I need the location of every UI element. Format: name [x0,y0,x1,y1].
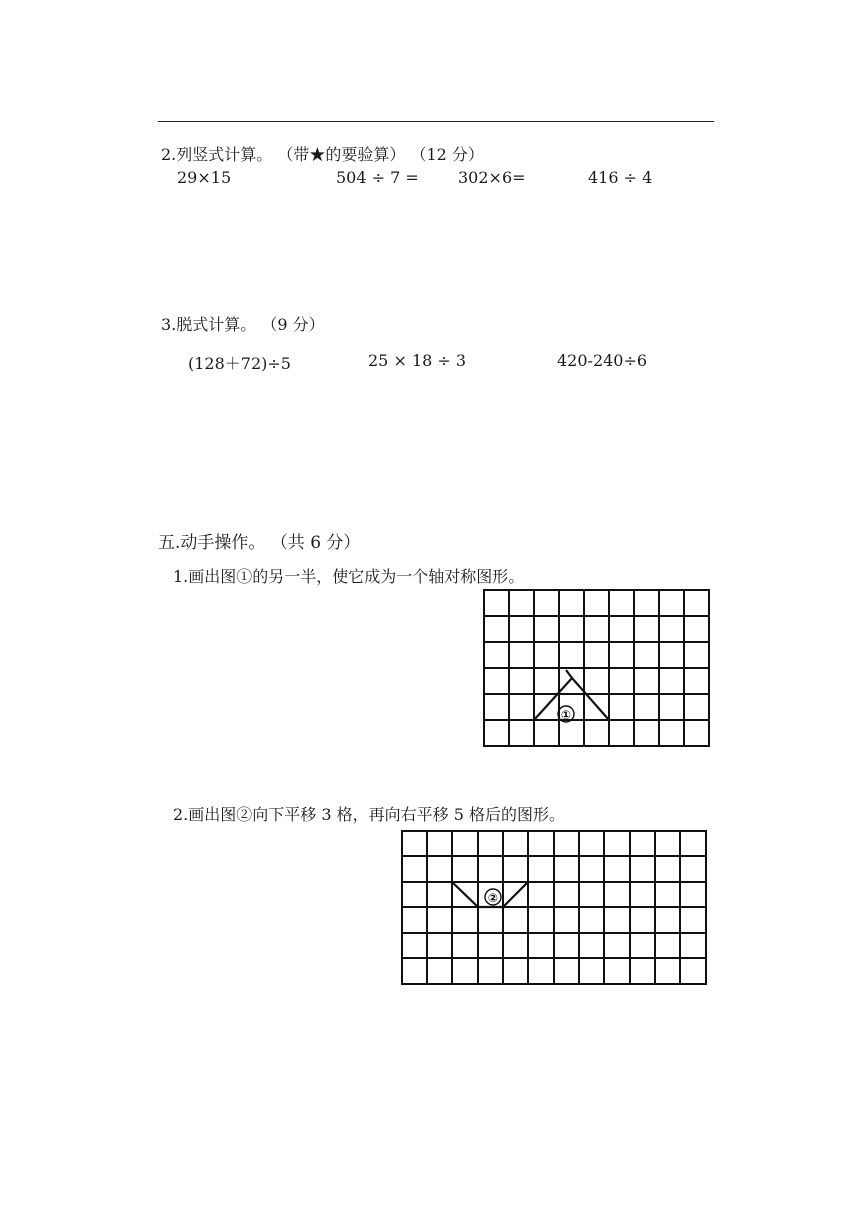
problem-2-3: 302×6= [458,168,526,187]
problem-3-1: (128＋72)÷5 [188,354,291,373]
top-divider [158,121,714,122]
figure-2-label: ② [487,891,499,905]
part-5-title: 五.动手操作。 （共 6 分） [158,533,361,553]
problem-2-2: 504 ÷ 7 = [336,168,419,187]
section-3-title: 3.脱式计算。 （9 分） [161,315,325,334]
section-2-title: 2.列竖式计算。 （带★的要验算） （12 分） [161,145,484,164]
problem-2-4: 416 ÷ 4 [588,168,653,187]
question-5-1: 1.画出图①的另一半，使它成为一个轴对称图形。 [173,567,525,586]
figure-1-label: ① [560,708,572,722]
problem-2-1: 29×15 [177,168,232,187]
problem-3-3: 420-240÷6 [557,351,648,370]
grid-figure-1 [480,586,716,750]
problem-3-2: 25 × 18 ÷ 3 [368,351,467,370]
question-5-2: 2.画出图②向下平移 3 格，再向右平移 5 格后的图形。 [173,805,565,824]
grid-figure-2 [398,827,712,989]
